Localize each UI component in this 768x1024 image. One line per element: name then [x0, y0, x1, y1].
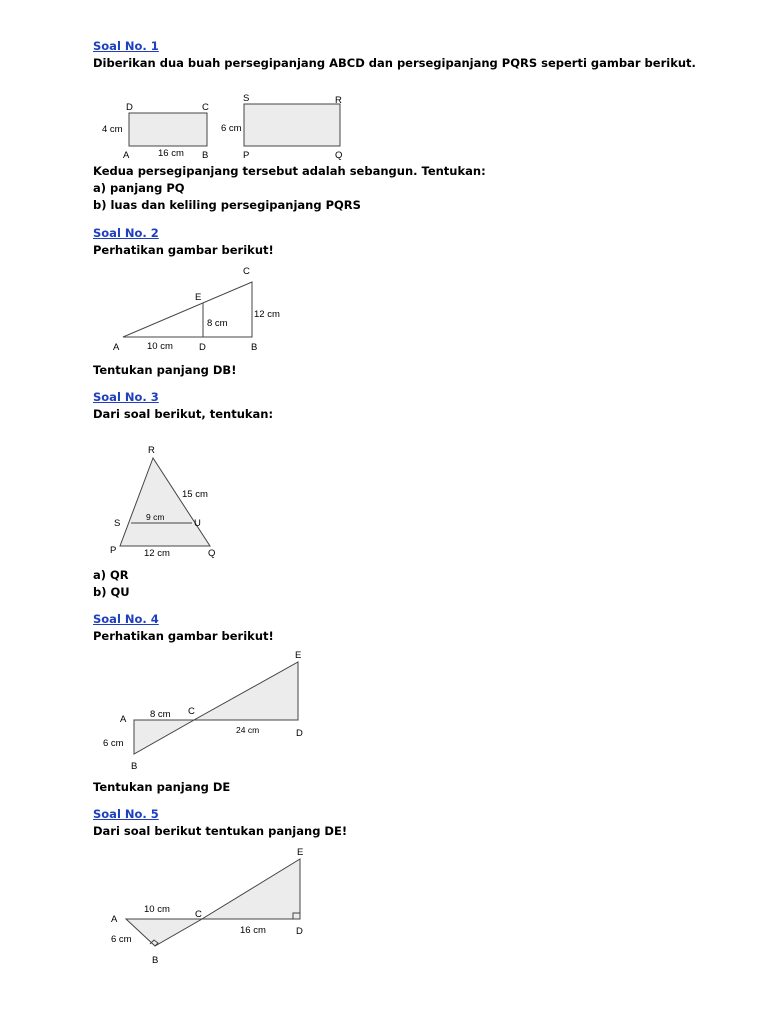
- length-label-cd: 24 cm: [236, 725, 260, 735]
- triangle-pqr: [120, 458, 210, 546]
- vertex-label-a: A: [113, 342, 120, 353]
- length-label-ab: 6 cm: [103, 738, 124, 749]
- soal-5-intro: Dari soal berikut tentukan panjang DE!: [93, 824, 348, 838]
- vertex-label-c: C: [188, 706, 195, 717]
- soal-1-item-a: a) panjang PQ: [93, 181, 185, 195]
- length-label-ab: 6 cm: [111, 934, 132, 945]
- vertex-label-s: S: [114, 518, 121, 529]
- length-label-pq: 12 cm: [144, 548, 170, 559]
- length-label-su: 9 cm: [146, 512, 165, 522]
- soal-4-link[interactable]: Soal No. 4: [93, 612, 159, 626]
- soal-3-link[interactable]: Soal No. 3: [93, 390, 159, 404]
- vertex-label-c: C: [202, 102, 209, 113]
- length-label-ps: 6 cm: [221, 123, 242, 134]
- vertex-label-b: B: [131, 761, 138, 772]
- soal-2-link[interactable]: Soal No. 2: [93, 226, 159, 240]
- vertex-label-b: B: [202, 150, 209, 161]
- vertex-label-c: C: [243, 266, 250, 277]
- triangle-abc: [126, 919, 202, 946]
- soal-5-figure: [100, 843, 315, 968]
- soal-3-intro: Dari soal berikut, tentukan:: [93, 407, 274, 421]
- vertex-label-d: D: [296, 926, 303, 937]
- vertex-label-e: E: [195, 292, 202, 303]
- triangle-abc: [134, 720, 194, 754]
- length-label-ad: 4 cm: [102, 124, 123, 135]
- vertex-label-d: D: [126, 102, 133, 113]
- vertex-label-p: P: [243, 150, 250, 161]
- soal-3-item-b: b) QU: [93, 585, 130, 599]
- length-label-cd: 16 cm: [240, 925, 266, 936]
- soal-4-question: Tentukan panjang DE: [93, 780, 231, 794]
- vertex-label-e: E: [295, 650, 302, 661]
- length-label-ed: 8 cm: [207, 318, 228, 329]
- length-label-cb: 12 cm: [254, 309, 280, 320]
- vertex-label-b: B: [152, 955, 159, 966]
- vertex-label-r: R: [148, 445, 155, 456]
- vertex-label-r: R: [335, 95, 342, 106]
- vertex-label-d: D: [199, 342, 206, 353]
- vertex-label-c: C: [195, 909, 202, 920]
- triangle-cde: [202, 859, 300, 919]
- rectangle-pqrs: [244, 104, 340, 146]
- soal-1-figure: [90, 88, 360, 163]
- soal-1-item-b: b) luas dan keliling persegipanjang PQRS: [93, 198, 361, 212]
- length-label-ru: 15 cm: [182, 489, 208, 500]
- soal-1-link[interactable]: Soal No. 1: [93, 39, 159, 53]
- soal-3-item-a: a) QR: [93, 568, 129, 582]
- soal-2-figure: [105, 262, 295, 354]
- vertex-label-p: P: [110, 545, 117, 556]
- soal-2-intro: Perhatikan gambar berikut!: [93, 243, 274, 257]
- vertex-label-a: A: [111, 914, 118, 925]
- vertex-label-d: D: [296, 728, 303, 739]
- vertex-label-a: A: [123, 150, 130, 161]
- vertex-label-q: Q: [208, 548, 216, 559]
- triangle-cde: [194, 662, 298, 720]
- soal-2-question: Tentukan panjang DB!: [93, 363, 237, 377]
- vertex-label-b: B: [251, 342, 258, 353]
- vertex-label-u: U: [194, 518, 201, 529]
- vertex-label-s: S: [243, 93, 250, 104]
- length-label-ac: 8 cm: [150, 709, 171, 720]
- soal-3-figure: [105, 440, 230, 565]
- soal-1-question: Kedua persegipanjang tersebut adalah sebangun. Tentukan:: [93, 164, 486, 178]
- length-label-ac: 10 cm: [144, 904, 170, 915]
- soal-1-intro: Diberikan dua buah persegipanjang ABCD dan persegipanjang PQRS seperti gambar berikut.: [93, 56, 696, 70]
- soal-4-intro: Perhatikan gambar berikut!: [93, 629, 274, 643]
- length-label-ad: 10 cm: [147, 341, 173, 352]
- vertex-label-e: E: [297, 847, 304, 858]
- vertex-label-a: A: [120, 714, 127, 725]
- soal-5-link[interactable]: Soal No. 5: [93, 807, 159, 821]
- vertex-label-q: Q: [335, 150, 343, 161]
- soal-4-figure: [100, 648, 315, 773]
- triangle-abc: [123, 282, 252, 337]
- length-label-ab: 16 cm: [158, 148, 184, 159]
- rectangle-abcd: [129, 113, 207, 146]
